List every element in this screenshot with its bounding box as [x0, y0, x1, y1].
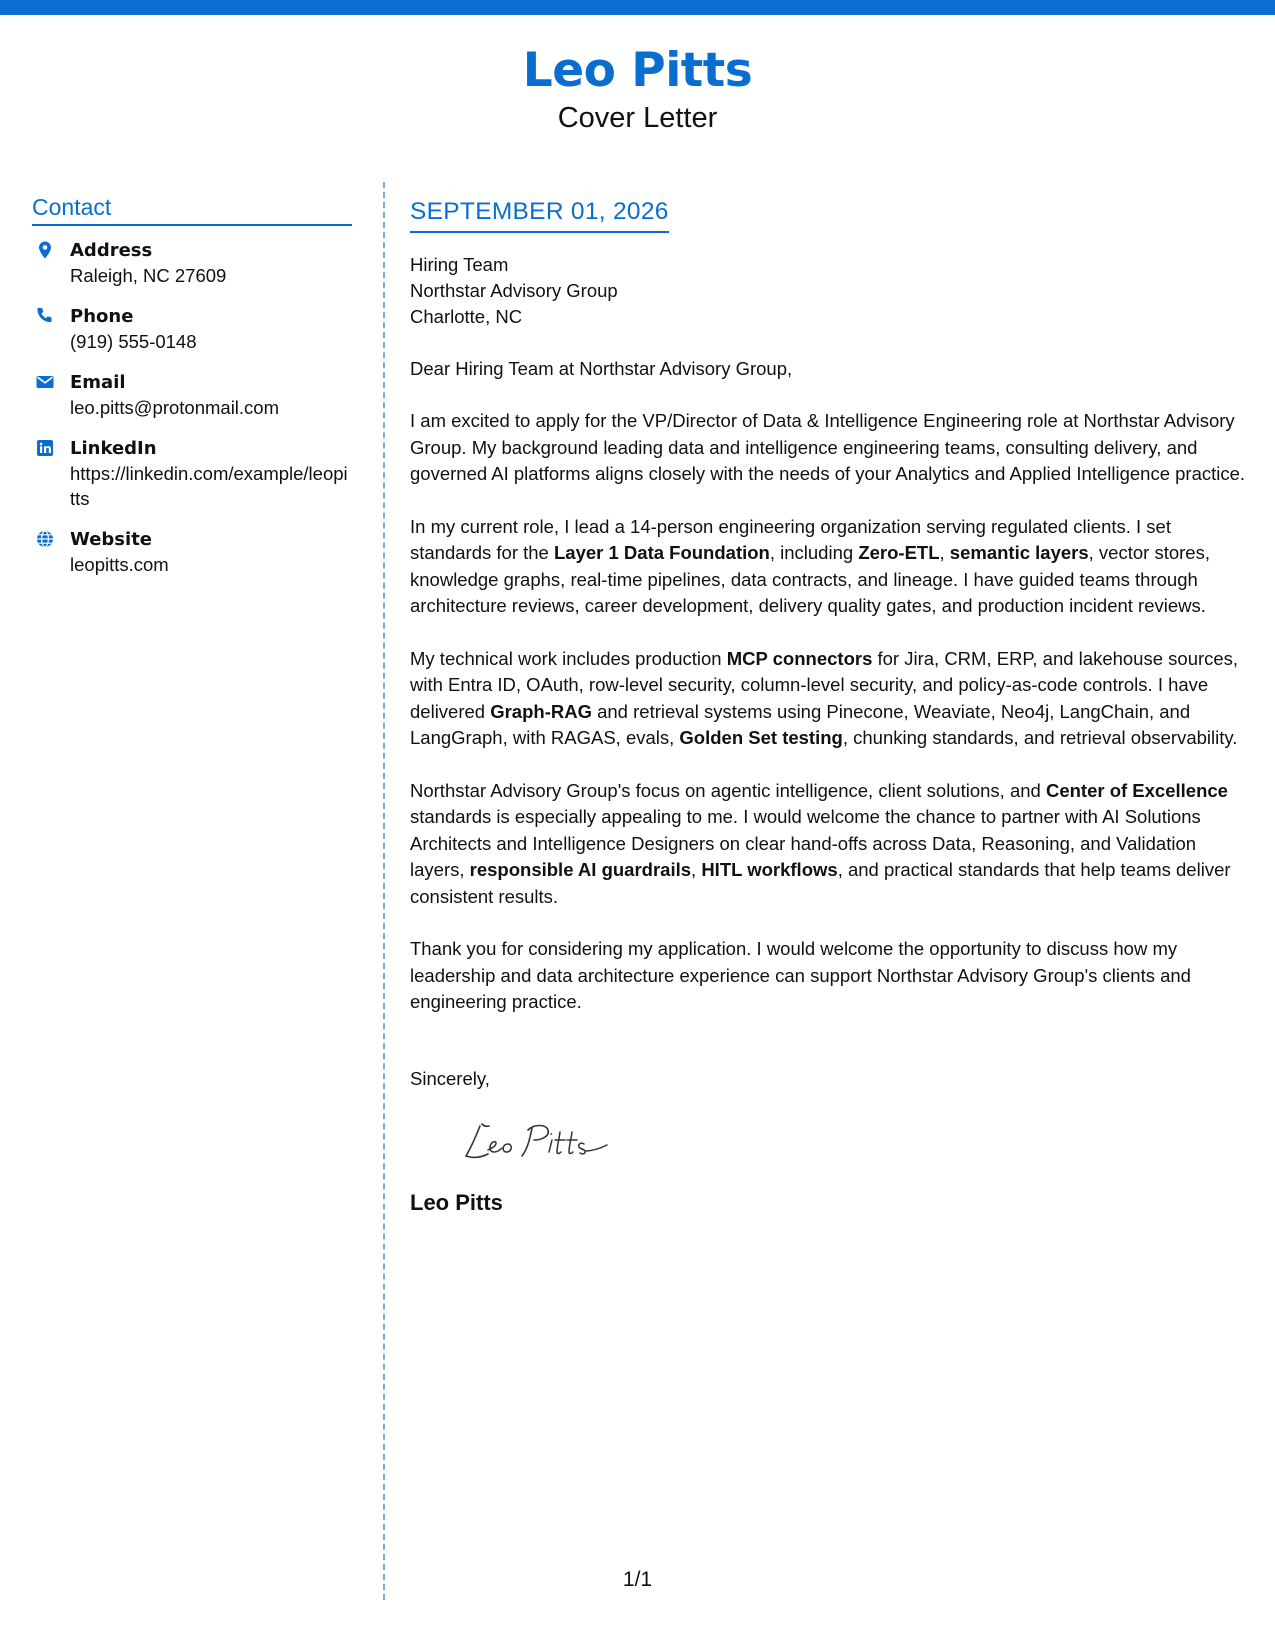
- paragraph-text: In my current role, I lead a 14-person engineering organization serving regulated clients. I set standards for the: [410, 515, 1171, 563]
- paragraph-text: standards is especially appealing to me. I would welcome the chance to partner with AI Solutions Architects and Intelligence Designers on clear hand-offs across Data, Reasoning, and Validation layers,: [410, 806, 1201, 880]
- top-accent-bar: [0, 0, 1275, 15]
- emphasized-text: Golden Set testing: [679, 727, 843, 748]
- emphasized-text: HITL workflows: [701, 859, 838, 880]
- paragraph-text: My technical work includes production: [410, 647, 727, 669]
- document-header: [0, 40, 1275, 136]
- contact-value: Raleigh, NC 27609: [70, 265, 227, 286]
- emphasized-text: Center of Excellence: [1045, 779, 1228, 801]
- paragraph-text: ,: [939, 542, 950, 563]
- body-paragraph: [410, 408, 1255, 488]
- paragraph-text: Northstar Advisory Group's focus on agentic intelligence, client solutions, and: [410, 779, 1046, 801]
- signature: [458, 1114, 1255, 1174]
- contact-value: leopitts.com: [70, 554, 169, 575]
- paragraph-text: , including: [769, 542, 859, 563]
- contact-value: leo.pitts@protonmail.com: [70, 397, 280, 418]
- contact-website: [32, 527, 352, 577]
- paragraph-text: , and practical standards that help teams deliver consistent results.: [410, 859, 1231, 907]
- letter-date: SEPTEMBER 01, 2026: [410, 196, 669, 233]
- emphasized-text: Zero-ETL: [858, 542, 940, 563]
- body-paragraph: [410, 514, 1255, 620]
- contact-address: [32, 238, 352, 288]
- closing: Sincerely,: [410, 1067, 490, 1089]
- emphasized-text: MCP connectors: [726, 647, 873, 669]
- contact-label: LinkedIn: [70, 438, 157, 459]
- location-pin-icon: [35, 240, 55, 260]
- body-paragraph: [410, 936, 1255, 1016]
- contact-value: https://linkedin.com/example/leopitts: [70, 463, 348, 509]
- letter-body: [410, 196, 1255, 1218]
- applicant-name: Leo Pitts: [522, 43, 753, 98]
- emphasized-text: Graph-RAG: [490, 700, 592, 722]
- contact-label: Address: [70, 240, 153, 261]
- contact-linkedin: [32, 436, 352, 511]
- contact-heading: Contact: [32, 192, 352, 226]
- letter-paragraphs: [410, 408, 1255, 1016]
- paragraph-text: Thank you for considering my application. I would welcome the opportunity to discuss how my leadership and data architecture experience can support Northstar Advisory Group's clients and engineering practice.: [410, 938, 1191, 1012]
- recipient-line: Northstar Advisory Group: [410, 280, 618, 301]
- contact-label: Email: [70, 372, 126, 393]
- contact-phone: [32, 304, 352, 354]
- paragraph-text: I am excited to apply for the VP/Director of Data & Intelligence Engineering role at Northstar Advisory Group. My background leading data and intelligence engineering teams, consulting delivery, and governed AI platforms aligns closely with the needs of your Analytics and Applied Intelligence practice.: [410, 410, 1246, 484]
- body-paragraph: [410, 646, 1255, 752]
- column-divider: [383, 182, 385, 1600]
- contact-label: Website: [70, 529, 153, 550]
- page-number: 1/1: [622, 1568, 653, 1591]
- contact-label: Phone: [70, 306, 134, 327]
- paragraph-text: ,: [691, 859, 702, 880]
- contact-sidebar: [32, 192, 352, 593]
- phone-icon: [35, 306, 55, 326]
- recipient-block: [410, 252, 1255, 330]
- signer-name: Leo Pitts: [410, 1189, 503, 1215]
- salutation: Dear Hiring Team at Northstar Advisory Group,: [410, 358, 793, 379]
- emphasized-text: semantic layers: [949, 542, 1089, 563]
- paragraph-text: , chunking standards, and retrieval observability.: [842, 727, 1238, 748]
- paragraph-text: for Jira, CRM, ERP, and lakehouse sources, with Entra ID, OAuth, row-level security, column-level security, and policy-as-code controls. I have delivered: [410, 647, 1239, 722]
- paragraph-text: , vector stores, knowledge graphs, real-time pipelines, data contracts, and lineage. I have guided teams through architecture reviews, career development, delivery quality gates, and production incident reviews.: [410, 542, 1210, 616]
- document-subtitle: Cover Letter: [557, 102, 718, 134]
- linkedin-icon: [35, 438, 55, 458]
- contact-value: (919) 555-0148: [70, 331, 197, 352]
- paragraph-text: and retrieval systems using Pinecone, Weaviate, Neo4j, LangChain, and LangGraph, with RAGAS, evals,: [410, 700, 1191, 748]
- body-paragraph: [410, 778, 1255, 911]
- globe-icon: [35, 529, 55, 549]
- emphasized-text: responsible AI guardrails: [469, 859, 692, 880]
- recipient-line: Charlotte, NC: [410, 306, 523, 327]
- handwritten-signature: [458, 1114, 628, 1174]
- recipient-line: Hiring Team: [410, 254, 509, 275]
- emphasized-text: Layer 1 Data Foundation: [553, 542, 770, 563]
- email-icon: [35, 372, 55, 392]
- contact-email: [32, 370, 352, 420]
